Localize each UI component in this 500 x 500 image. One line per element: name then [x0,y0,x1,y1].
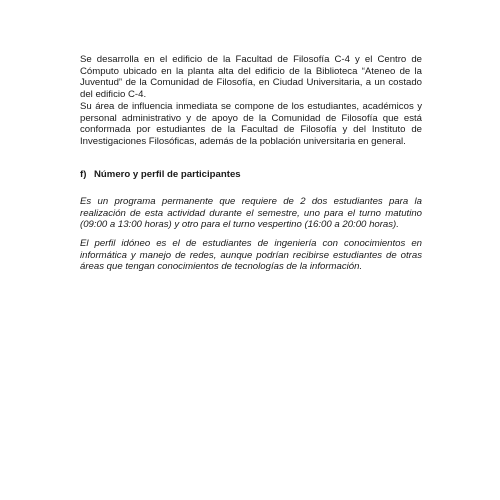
section-label: f) [80,169,87,180]
section-title: Número y perfil de participantes [94,169,241,180]
italic-paragraph-participants: Es un programa permanente que requiere de 2 dos estudiantes para la realización de esta actividad durante el semestre, uno para el turno matutino (09:00 a 13:00 horas) y otro para el turno vespertino (16:00 a 20:00 horas). [80,196,422,231]
italic-paragraph-profile: El perfil idóneo es el de estudiantes de ingeniería con conocimientos en informática y manejo de redes, aunque podrían recibirse estudiantes de otras áreas que tengan conocimientos de tecnologías de la información. [80,238,422,273]
section-heading [80,169,241,181]
body-paragraph-influence-area: Su área de influencia inmediata se compone de los estudiantes, académicos y personal administrativo y de apoyo de la Comunidad de Filosofía que está conformada por estudiantes de la Facultad de Filosofía y del Instituto de Investigaciones Filosóficas, además de la población universitaria en general. [80,101,422,147]
body-paragraph-location: Se desarrolla en el edificio de la Facultad de Filosofía C-4 y el Centro de Cómputo ubicado en la planta alta del edificio de la Biblioteca “Ateneo de la Juventud” de la Comunidad de Filosofía, en Ciudad Universitaria, a un costado del edificio C-4. [80,54,422,100]
